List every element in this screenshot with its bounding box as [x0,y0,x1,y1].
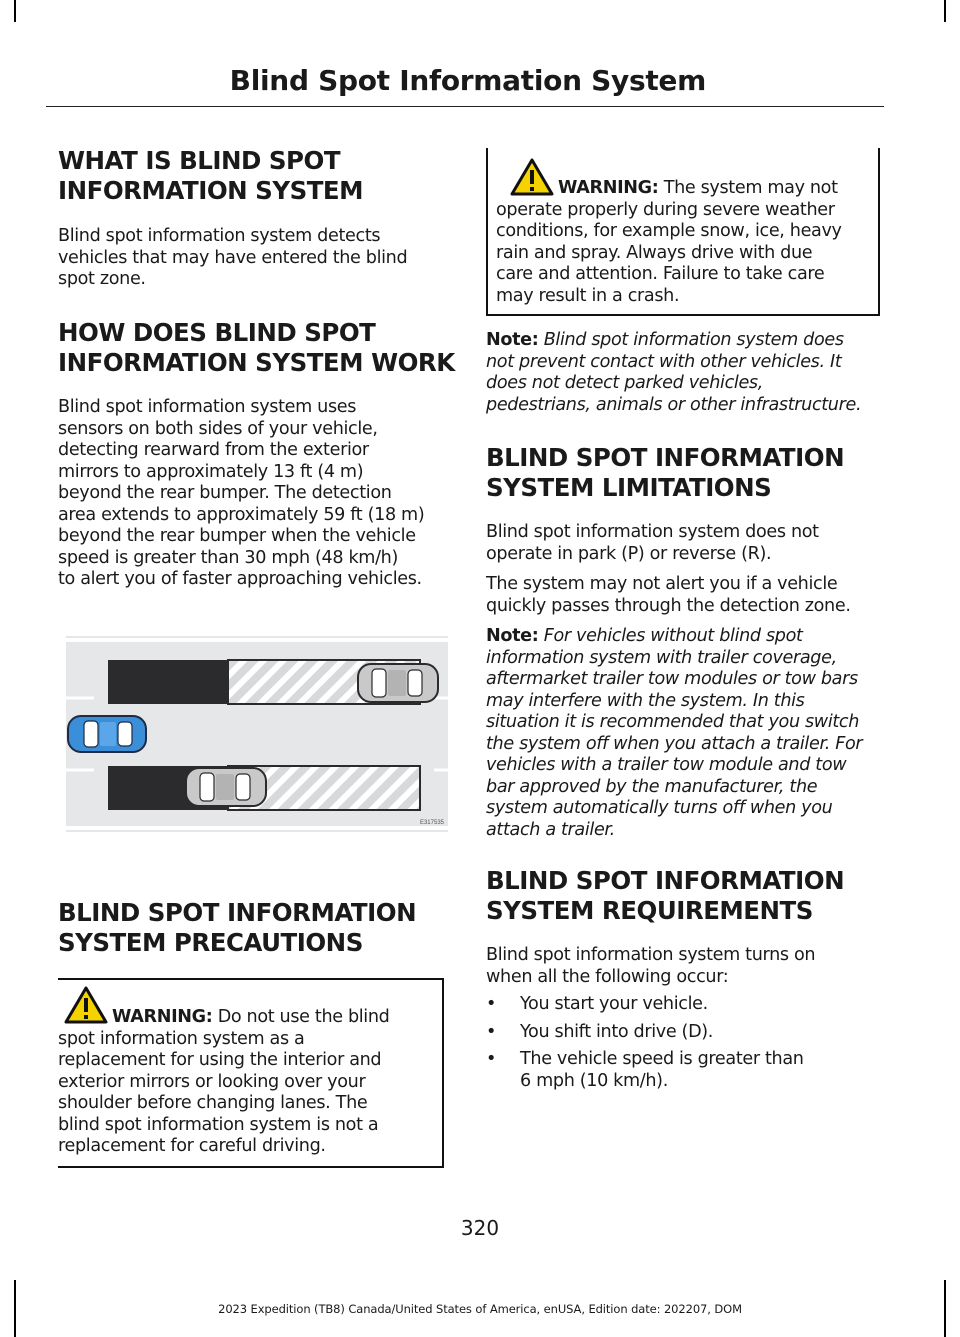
text-line: to alert you of faster approaching vehicles. [58,569,422,589]
warning-text-precautions [58,1007,442,1158]
text-line: attach a trailer. [486,819,615,840]
text-line: area extends to approximately 59 ft (18 m) [58,504,425,525]
text-line: Blind spot information system uses [58,397,357,417]
text-line: shoulder before changing lanes. The [58,1093,368,1113]
heading-line: SYSTEM PRECAUTIONS [58,928,363,957]
paragraph-what-is [58,226,407,291]
text-line: situation it is recommended that you switch [486,712,860,732]
heading-line: BLIND SPOT INFORMATION [486,443,845,472]
text-line: when all the following occur: [486,966,729,987]
warning-left-stub [486,148,488,166]
requirements-list [486,994,878,1098]
text-line: Do not use the blind [212,1007,390,1027]
text-line: not prevent contact with other vehicles. It [486,351,842,372]
text-line: mirrors to approximately 13 ft (4 m) [58,461,364,482]
text-line: The system may not alert you if a vehicle [486,574,838,594]
text-line: operate properly during severe weather [496,199,835,220]
footer-edition-info: 2023 Expedition (TB8) Canada/United States of America, enUSA, Edition date: 202207, DOM [218,1302,742,1316]
text-line: exterior mirrors or looking over your [58,1071,366,1092]
section-heading-what-is [58,146,363,206]
text-line: spot information system as a [58,1028,305,1049]
text-line: beyond the rear bumper. The detection [58,483,392,503]
bullet-marker: • [486,994,497,1014]
paragraph-requirements [486,945,815,988]
warning-box-precautions [58,978,444,1168]
note-label: Note: [486,330,539,350]
text-line: may interfere with the system. In this [486,690,805,711]
figure-code: E317535 [419,820,444,826]
crop-mark-top-left [14,0,16,22]
text-line: does not detect parked vehicles, [486,373,763,393]
text-line: rain and spray. Always drive with due [496,242,813,263]
note-trailer [486,626,862,841]
section-heading-requirements [486,866,844,926]
heading-line: WHAT IS BLIND SPOT [58,146,341,175]
heading-line: INFORMATION SYSTEM [58,176,364,205]
text-line: sensors on both sides of your vehicle, [58,418,378,439]
paragraph-limitations-2 [486,574,851,617]
text-line: beyond the rear bumper when the vehicle [58,526,416,546]
text-line: system automatically turns off when you [486,798,833,818]
text-line: spot zone. [58,269,146,289]
text-line: The vehicle speed is greater than [520,1049,804,1069]
text-line: For vehicles without blind spot [538,626,803,646]
blind-spot-zones-diagram [66,636,448,832]
text-line: replacement for careful driving. [58,1136,326,1156]
warning-box-weather [486,148,880,316]
section-heading-how-it-works [58,318,455,378]
warning-label: WARNING: [558,178,659,198]
text-line: Blind spot information system detects [58,226,381,246]
text-line: The system may not [658,178,838,198]
text-line: Blind spot information system turns on [486,945,816,965]
heading-line: BLIND SPOT INFORMATION [486,866,845,895]
bullet-marker: • [486,1021,497,1042]
heading-line: SYSTEM REQUIREMENTS [486,896,813,925]
text-line: Blind spot information system does [538,330,844,350]
heading-line: SYSTEM LIMITATIONS [486,473,772,502]
text-line: operate in park (P) or reverse (R). [486,543,772,564]
text-line: pedestrians, animals or other infrastructure. [486,394,862,415]
heading-line: INFORMATION SYSTEM WORK [58,348,455,377]
list-item [486,1022,878,1044]
text-line: bar approved by the manufacturer, the [486,776,818,797]
warning-top-rule [58,978,442,980]
text-line: detecting rearward from the exterior [58,440,369,460]
text-line: 6 mph (10 km/h). [520,1070,668,1091]
warning-text-weather [496,178,880,307]
list-item [486,1049,878,1092]
near-zone-top [108,660,228,704]
text-line: may result in a crash. [496,285,680,306]
text-line: You shift into drive (D). [520,1021,714,1042]
page-number: 320 [460,1216,500,1240]
bullet-marker: • [486,1049,497,1069]
note-contact [486,330,861,416]
warning-label: WARNING: [112,1007,213,1027]
text-line: care and attention. Failure to take care [496,264,825,284]
text-line: speed is greater than 30 mph (48 km/h) [58,547,398,568]
text-line: vehicles that may have entered the blind [58,247,408,268]
page-header [46,58,884,107]
approaching-vehicle-icon [358,664,438,702]
text-line: You start your vehicle. [520,994,708,1014]
text-line: blind spot information system is not a [58,1114,379,1135]
blind-spot-vehicle-icon [186,768,266,806]
text-line: the system off when you attach a trailer. For [486,733,863,754]
page-title: Blind Spot Information System [229,64,706,97]
text-line: conditions, for example snow, ice, heavy [496,221,842,241]
text-line: aftermarket trailer tow modules or tow bars [486,669,858,689]
section-heading-limitations [486,443,844,503]
list-item [486,994,878,1016]
text-line: information system with trailer coverage, [486,647,837,668]
heading-line: BLIND SPOT INFORMATION [58,898,417,927]
paragraph-limitations-1 [486,522,819,565]
text-line: Blind spot information system does not [486,522,819,542]
text-line: quickly passes through the detection zone. [486,595,851,616]
text-line: replacement for using the interior and [58,1050,382,1070]
crop-mark-top-right [944,0,946,22]
heading-line: HOW DOES BLIND SPOT [58,318,376,347]
section-heading-precautions [58,898,416,958]
note-label: Note: [486,626,539,646]
paragraph-how-it-works [58,397,424,591]
subject-vehicle-icon [68,716,146,752]
text-line: vehicles with a trailer tow module and tow [486,755,847,775]
